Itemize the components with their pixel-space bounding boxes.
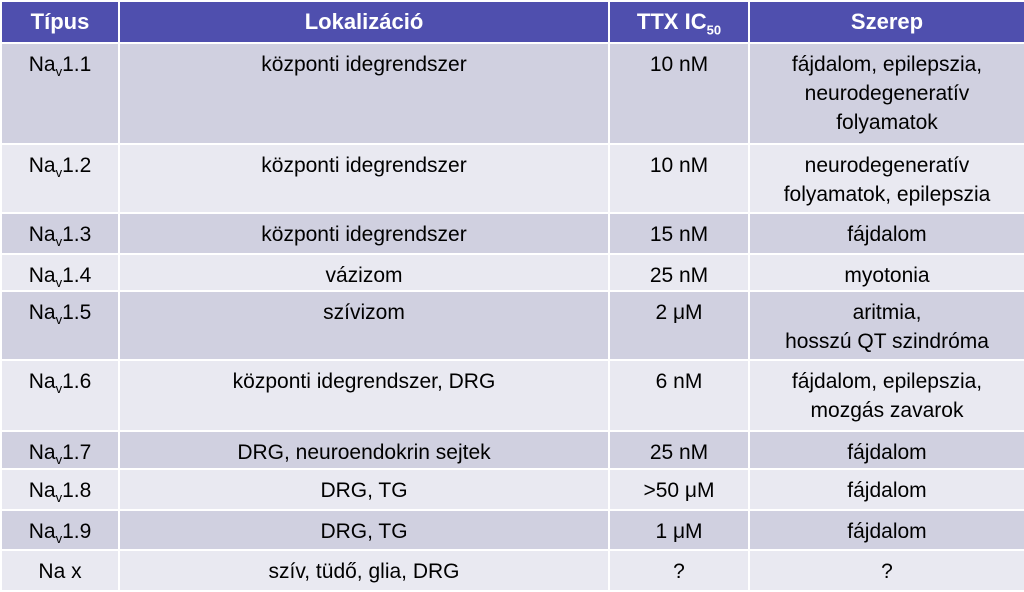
table-row [1,254,1024,291]
cell-ttx: 1 μM [609,510,749,551]
cell-tipus [1,291,119,360]
channel-prefix: Na [28,53,56,76]
channel-subscript: v [55,274,63,290]
channel-subscript: v [55,165,63,181]
channel-prefix: Na [28,440,56,464]
cell-lokalizacio: szívizom [119,291,609,360]
channel-prefix: Na [28,479,56,503]
table-row [1,550,1024,591]
channel-prefix: Na [28,263,56,287]
cell-szerep: fájdalom [749,469,1024,510]
cell-tipus [1,213,119,254]
cell-szerep: neurodegeneratív folyamatok, epilepszia [749,144,1024,213]
channel-number: 1.9 [62,519,92,543]
cell-lokalizacio: vázizom [119,254,609,291]
cell-ttx: 25 nM [609,431,749,469]
cell-lokalizacio: központi idegrendszer [119,144,609,213]
channel-prefix: Na [28,223,56,247]
cell-szerep: myotonia [749,254,1024,291]
channel-number: 1.5 [62,301,92,325]
table-row [1,291,1024,360]
cell-tipus [1,431,119,469]
channel-number: 1.2 [62,154,92,178]
cell-ttx: 10 nM [609,144,749,213]
cell-tipus [1,254,119,291]
cell-ttx: ? [609,550,749,591]
channel-subscript: v [55,312,63,328]
channel-number: 1.6 [62,370,92,394]
channel-subscript: v [55,234,63,250]
table-row [1,431,1024,469]
table-row [1,510,1024,551]
channel-prefix: Na [28,519,56,543]
cell-tipus [1,43,119,144]
cell-szerep: fájdalom, epilepszia, neurodegeneratív folyamatok [749,43,1024,144]
header-row [1,1,1024,43]
cell-tipus [1,144,119,213]
table-body [1,43,1024,591]
channel-prefix: Na [28,370,56,394]
cell-ttx: 6 nM [609,360,749,431]
cell-tipus [1,510,119,551]
table-row [1,360,1024,431]
channel-number: 1.1 [62,53,92,76]
cell-tipus [1,469,119,510]
header-ttx-ic50 [609,1,749,43]
header-tipus: Típus [1,1,119,43]
header-lokalizacio: Lokalizáció [119,1,609,43]
cell-ttx: 25 nM [609,254,749,291]
cell-lokalizacio: központi idegrendszer [119,43,609,144]
cell-ttx: 10 nM [609,43,749,144]
cell-lokalizacio: központi idegrendszer, DRG [119,360,609,431]
cell-ttx: 15 nM [609,213,749,254]
channel-prefix: Na [28,301,56,325]
cell-tipus [1,550,119,591]
table-row [1,43,1024,144]
table-row [1,469,1024,510]
header-ttx-subscript: 50 [706,22,722,38]
channel-subscript: v [55,490,63,506]
cell-szerep: fájdalom [749,431,1024,469]
channel-subscript: v [55,64,63,80]
channel-number: 1.3 [62,223,92,247]
channel-prefix: Na [28,154,56,178]
channel-subscript: v [55,531,63,547]
cell-ttx: 2 μM [609,291,749,360]
channel-subscript: v [55,381,63,397]
cell-tipus [1,360,119,431]
cell-lokalizacio: DRG, TG [119,510,609,551]
cell-lokalizacio: szív, tüdő, glia, DRG [119,550,609,591]
channel-number: 1.8 [62,479,92,503]
cell-szerep: fájdalom [749,510,1024,551]
cell-szerep: aritmia, hosszú QT szindróma [749,291,1024,360]
channel-prefix: Na x [38,560,82,584]
cell-lokalizacio: DRG, neuroendokrin sejtek [119,431,609,469]
table-row [1,213,1024,254]
header-szerep: Szerep [749,1,1024,43]
cell-szerep: ? [749,550,1024,591]
header-ttx-label: TTX IC [636,9,707,34]
cell-ttx: >50 μM [609,469,749,510]
cell-lokalizacio: DRG, TG [119,469,609,510]
cell-szerep: fájdalom, epilepszia, mozgás zavarok [749,360,1024,431]
channel-subscript: v [55,452,63,468]
channel-number: 1.7 [62,440,92,464]
cell-szerep: fájdalom [749,213,1024,254]
table-row [1,144,1024,213]
channel-number: 1.4 [62,263,92,287]
cell-lokalizacio: központi idegrendszer [119,213,609,254]
